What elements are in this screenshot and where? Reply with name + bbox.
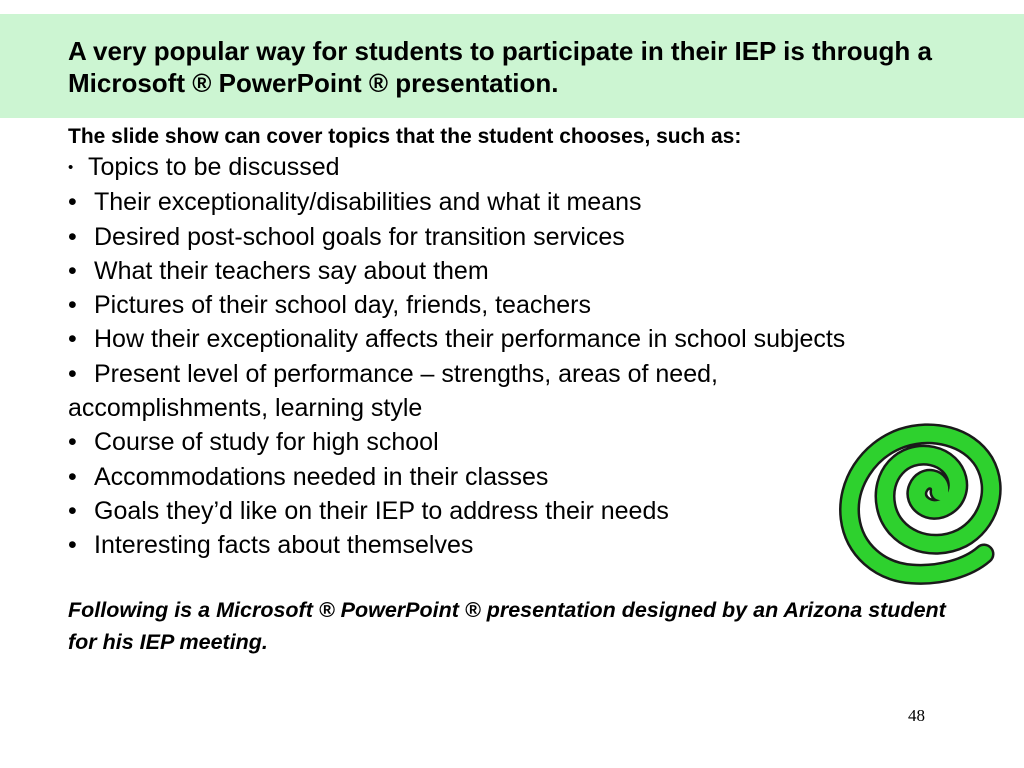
- slide-title: A very popular way for students to participate in their IEP is through a Microsoft ® PowerPoint ® presentation.: [68, 36, 932, 98]
- list-item: [68, 288, 968, 322]
- bullet-marker: •: [68, 188, 77, 217]
- list-item: [68, 322, 968, 356]
- list-item-text: Present level of performance – strengths, areas of need,: [94, 359, 718, 388]
- list-item-text: What their teachers say about them: [94, 256, 489, 285]
- list-item: [68, 220, 968, 254]
- bullet-marker: •: [68, 496, 77, 525]
- list-item-text: Interesting facts about themselves: [94, 531, 474, 560]
- list-item-text: Desired post-school goals for transition services: [94, 222, 625, 251]
- list-item: [68, 150, 968, 185]
- bullet-marker: •: [68, 159, 74, 176]
- bullet-marker: •: [68, 531, 77, 560]
- list-item-text: Accommodations needed in their classes: [94, 462, 549, 491]
- list-item-text: Course of study for high school: [94, 428, 439, 457]
- green-spiral-icon: [828, 404, 1024, 590]
- list-item: [68, 185, 968, 219]
- list-item-text: Pictures of their school day, friends, teachers: [94, 291, 591, 320]
- intro-text: The slide show can cover topics that the student chooses, such as:: [68, 125, 742, 148]
- list-item: [68, 357, 968, 391]
- page-number: 48: [908, 706, 925, 725]
- bullet-marker: •: [68, 462, 77, 491]
- bullet-marker: •: [68, 222, 77, 251]
- list-item-text: Their exceptionality/disabilities and what it means: [94, 188, 642, 217]
- list-item-text: Goals they’d like on their IEP to address their needs: [94, 496, 669, 525]
- list-item: [68, 254, 968, 288]
- bullet-marker: •: [68, 256, 77, 285]
- closing-text: Following is a Microsoft ® PowerPoint ® presentation designed by an Arizona student for his IEP meeting.: [68, 598, 946, 654]
- list-item-text: How their exceptionality affects their performance in school subjects: [94, 325, 846, 354]
- bullet-marker: •: [68, 359, 77, 388]
- bullet-marker: •: [68, 325, 77, 354]
- list-item-text: Topics to be discussed: [88, 153, 340, 181]
- bullet-marker: •: [68, 428, 77, 457]
- list-item-text: accomplishments, learning style: [68, 394, 423, 423]
- spiral-graphic: [828, 404, 1024, 590]
- bullet-marker: •: [68, 291, 77, 320]
